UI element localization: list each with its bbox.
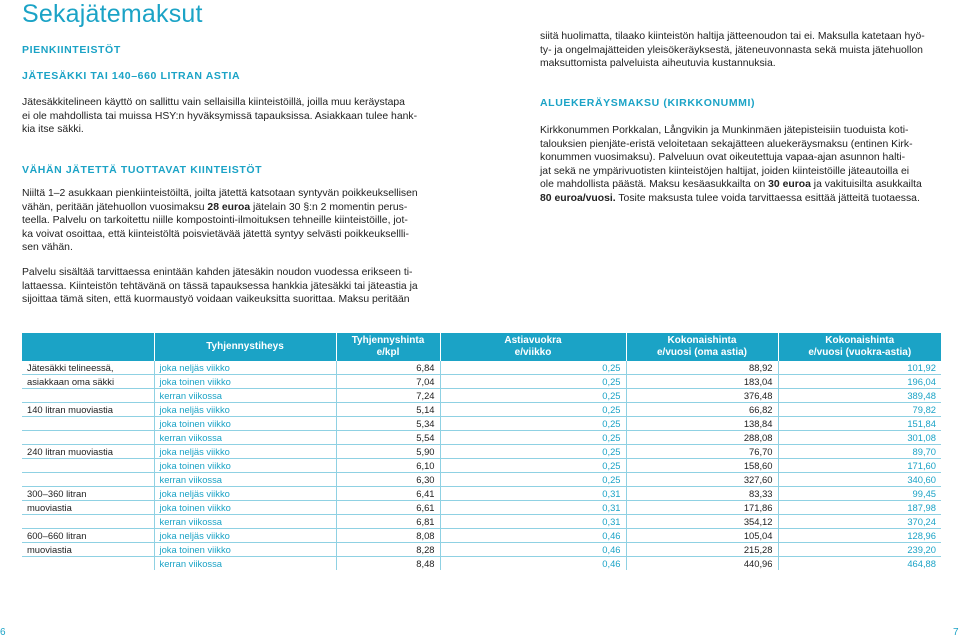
fee-table <box>22 333 941 570</box>
cell-price: 6,61 <box>336 501 440 515</box>
text-line: kia itse säkki. <box>22 124 84 136</box>
paragraph-jatesakkiteline <box>22 96 432 137</box>
table-row <box>22 403 941 417</box>
cell-total-own: 354,12 <box>626 515 778 529</box>
text-span: ole mahdollista päästä. Maksu kesäasukkailta on <box>540 179 769 191</box>
text-line <box>22 201 432 215</box>
text-line: jat sekä ne ympärivuotisten kiinteistöjen haltijat, joiden kiinteistöille jäteautoilla ei <box>540 165 910 177</box>
page-number-left: 6 <box>0 627 6 638</box>
header-rent <box>440 333 626 361</box>
text-line: ty- ja ongelmajätteiden yleisökeräyksestä, jäteneuvonnasta sekä muista jätehuollon <box>540 44 923 56</box>
cell-total-rented: 196,04 <box>778 375 941 389</box>
cell-frequency: kerran viikossa <box>154 515 336 529</box>
fee-amount: 28 euroa <box>207 201 251 213</box>
text-line: sijoittaa tämä siten, että kuormaustyö voidaan vaikeuksitta suorittaa. Maksu peritään <box>22 294 410 306</box>
text-line: teella. Palvelu on tarkoitettu niille kompostointi-ilmoituksen tehneille kiinteistöille, jot- <box>22 215 408 227</box>
cell-type <box>22 459 154 473</box>
cell-total-rented: 239,20 <box>778 543 941 557</box>
table-row <box>22 473 941 487</box>
text-line: Jätesäkkitelineen käyttö on sallittu vain sellaisilla kiinteistöillä, joilla muu keräystapa <box>22 97 405 108</box>
text-line: maksuttomista palveluista aiheutuvia kustannuksia. <box>540 58 776 70</box>
heading-jatesakki: JÄTESÄKKI TAI 140–660 LITRAN ASTIA <box>22 70 241 82</box>
cell-frequency: joka toinen viikko <box>154 417 336 431</box>
cell-total-rented: 99,45 <box>778 487 941 501</box>
header-unit: e/vuosi (oma astia) <box>656 347 748 358</box>
table-row <box>22 375 941 389</box>
cell-frequency: kerran viikossa <box>154 431 336 445</box>
text-span: jätelain 30 §:n 2 momentin perus- <box>250 201 408 213</box>
cell-total-own: 183,04 <box>626 375 778 389</box>
cell-rent: 0,25 <box>440 389 626 403</box>
cell-total-rented: 389,48 <box>778 389 941 403</box>
cell-rent: 0,25 <box>440 417 626 431</box>
cell-type <box>22 417 154 431</box>
cell-total-own: 66,82 <box>626 403 778 417</box>
cell-total-own: 288,08 <box>626 431 778 445</box>
text-line: ka voivat osoittaa, että kiinteistöltä poisvietävää jätettä syntyy selvästi poikkeuksellli- <box>22 228 409 240</box>
cell-total-rented: 370,24 <box>778 515 941 529</box>
table-row <box>22 529 941 543</box>
cell-total-own: 105,04 <box>626 529 778 543</box>
cell-rent: 0,25 <box>440 403 626 417</box>
cell-rent: 0,46 <box>440 543 626 557</box>
cell-rent: 0,31 <box>440 501 626 515</box>
cell-price: 7,24 <box>336 389 440 403</box>
cell-rent: 0,25 <box>440 361 626 375</box>
text-line: sen vähän. <box>22 242 73 254</box>
cell-price: 5,34 <box>336 417 440 431</box>
cell-frequency: joka neljäs viikko <box>154 487 336 501</box>
cell-rent: 0,46 <box>440 557 626 571</box>
cell-type <box>22 515 154 529</box>
text-span: ja vakituisilta asukkailta <box>810 179 922 191</box>
cell-price: 8,48 <box>336 557 440 571</box>
cell-total-own: 88,92 <box>626 361 778 375</box>
cell-rent: 0,25 <box>440 473 626 487</box>
text-line: lattaessa. Kiinteistön tehtävänä on tässä tapauksessa hankkia jätesäkki tai jäteastia ja <box>22 280 418 292</box>
cell-type: 240 litran muoviastia <box>22 445 154 459</box>
cell-type <box>22 557 154 571</box>
text-line <box>540 192 945 206</box>
cell-rent: 0,25 <box>440 431 626 445</box>
text-line: konummen vuosimaksu). Palveluun ovat oikeutettuja vapaa-ajan asunnon halti- <box>540 152 906 164</box>
text-span: vähän, peritään jätehuollon vuosimaksu <box>22 201 208 213</box>
table-row <box>22 417 941 431</box>
cell-frequency: joka neljäs viikko <box>154 403 336 417</box>
cell-total-own: 158,60 <box>626 459 778 473</box>
cell-frequency: joka neljäs viikko <box>154 445 336 459</box>
cell-frequency: kerran viikossa <box>154 557 336 571</box>
table-header-row <box>22 333 941 361</box>
paragraph-maksu <box>540 30 945 71</box>
cell-price: 6,81 <box>336 515 440 529</box>
cell-total-rented: 187,98 <box>778 501 941 515</box>
cell-type <box>22 431 154 445</box>
cell-frequency: kerran viikossa <box>154 389 336 403</box>
page-title: Sekajätemaksut <box>22 0 203 28</box>
text-line: talouksien pienjäte-eristä veloitetaan sekajätteen aluekeräysmaksu (entinen Kirk- <box>540 138 913 150</box>
text-line: ei ole mahdollista tai muissa HSY:n hyväksymissä tapauksissa. Asiakkaan tulee hank- <box>22 110 418 122</box>
cell-rent: 0,31 <box>440 487 626 501</box>
fee-amount: 80 euroa/vuosi. <box>540 192 616 204</box>
cell-frequency: joka toinen viikko <box>154 543 336 557</box>
cell-type: Jätesäkki telineessä, <box>22 361 154 375</box>
cell-rent: 0,46 <box>440 529 626 543</box>
cell-total-rented: 171,60 <box>778 459 941 473</box>
cell-total-own: 440,96 <box>626 557 778 571</box>
heading-pienkiinteistot: PIENKIINTEISTÖT <box>22 44 121 56</box>
cell-total-rented: 79,82 <box>778 403 941 417</box>
header-type <box>22 333 154 361</box>
header-label: Tyhjennyshinta <box>351 335 425 346</box>
cell-total-own: 215,28 <box>626 543 778 557</box>
cell-type: 300–360 litran <box>22 487 154 501</box>
cell-frequency: kerran viikossa <box>154 473 336 487</box>
text-line <box>540 178 945 192</box>
header-unit: e/viikko <box>514 347 552 358</box>
header-label: Astiavuokra <box>504 335 562 346</box>
table-row <box>22 431 941 445</box>
cell-total-own: 83,33 <box>626 487 778 501</box>
header-frequency <box>154 333 336 361</box>
header-total-own <box>626 333 778 361</box>
cell-rent: 0,25 <box>440 445 626 459</box>
cell-price: 8,08 <box>336 529 440 543</box>
cell-type: muoviastia <box>22 501 154 515</box>
cell-type: 140 litran muoviastia <box>22 403 154 417</box>
cell-total-own: 171,86 <box>626 501 778 515</box>
cell-rent: 0,31 <box>440 515 626 529</box>
header-total-rented <box>778 333 941 361</box>
text-line: Niiltä 1–2 asukkaan pienkiinteistöiltä, joilta jätettä katsotaan syntyvän poikkeuksellisen <box>22 188 418 199</box>
cell-type: 600–660 litran <box>22 529 154 543</box>
page-number-right: 7 <box>953 627 959 638</box>
cell-price: 5,54 <box>336 431 440 445</box>
cell-price: 7,04 <box>336 375 440 389</box>
cell-frequency: joka neljäs viikko <box>154 361 336 375</box>
header-price <box>336 333 440 361</box>
cell-price: 6,30 <box>336 473 440 487</box>
cell-total-own: 376,48 <box>626 389 778 403</box>
header-label: Kokonaishinta <box>667 335 737 346</box>
cell-total-rented: 464,88 <box>778 557 941 571</box>
heading-aluekeraysmaksu: ALUEKERÄYSMAKSU (KIRKKONUMMI) <box>540 97 756 109</box>
paragraph-aluekeraysmaksu <box>540 124 945 206</box>
cell-price: 6,84 <box>336 361 440 375</box>
cell-rent: 0,25 <box>440 459 626 473</box>
header-unit: e/vuosi (vuokra-astia) <box>808 347 912 358</box>
cell-price: 5,90 <box>336 445 440 459</box>
fee-amount: 30 euroa <box>768 179 811 191</box>
cell-type: asiakkaan oma säkki <box>22 375 154 389</box>
header-label: Tyhjennystiheys <box>206 341 284 352</box>
header-label: Kokonaishinta <box>825 335 895 346</box>
cell-frequency: joka toinen viikko <box>154 375 336 389</box>
table-row <box>22 459 941 473</box>
table-row <box>22 361 941 375</box>
text-line: siitä huolimatta, tilaako kiinteistön haltija jätteenoudon tai ei. Maksulla katetaan hyö- <box>540 31 925 42</box>
cell-total-own: 76,70 <box>626 445 778 459</box>
cell-total-own: 138,84 <box>626 417 778 431</box>
cell-price: 5,14 <box>336 403 440 417</box>
cell-type <box>22 473 154 487</box>
cell-price: 6,10 <box>336 459 440 473</box>
cell-price: 8,28 <box>336 543 440 557</box>
table-row <box>22 515 941 529</box>
paragraph-palvelu <box>22 266 432 307</box>
cell-total-rented: 89,70 <box>778 445 941 459</box>
cell-price: 6,41 <box>336 487 440 501</box>
header-unit: e/kpl <box>376 347 400 358</box>
cell-total-rented: 128,96 <box>778 529 941 543</box>
table-row <box>22 543 941 557</box>
cell-type <box>22 389 154 403</box>
table-row <box>22 445 941 459</box>
cell-total-own: 327,60 <box>626 473 778 487</box>
cell-total-rented: 101,92 <box>778 361 941 375</box>
cell-frequency: joka toinen viikko <box>154 501 336 515</box>
text-span: Tosite maksusta tulee voida tarvittaessa esittää jätteitä tuotaessa. <box>615 192 920 204</box>
cell-total-rented: 151,84 <box>778 417 941 431</box>
cell-total-rented: 301,08 <box>778 431 941 445</box>
table-row <box>22 557 941 571</box>
cell-frequency: joka toinen viikko <box>154 459 336 473</box>
table-row <box>22 501 941 515</box>
cell-type: muoviastia <box>22 543 154 557</box>
cell-total-rented: 340,60 <box>778 473 941 487</box>
cell-rent: 0,25 <box>440 375 626 389</box>
heading-vahan-jatetta: VÄHÄN JÄTETTÄ TUOTTAVAT KIINTEISTÖT <box>22 164 263 176</box>
text-line: Kirkkonummen Porkkalan, Långvikin ja Munkinmäen jätepisteisiin tuoduista koti- <box>540 125 909 136</box>
cell-frequency: joka neljäs viikko <box>154 529 336 543</box>
table-row <box>22 487 941 501</box>
paragraph-vahan-jatetta <box>22 187 432 255</box>
table-row <box>22 389 941 403</box>
text-line: Palvelu sisältää tarvittaessa enintään kahden jätesäkin noudon vuodessa erikseen ti- <box>22 267 413 278</box>
